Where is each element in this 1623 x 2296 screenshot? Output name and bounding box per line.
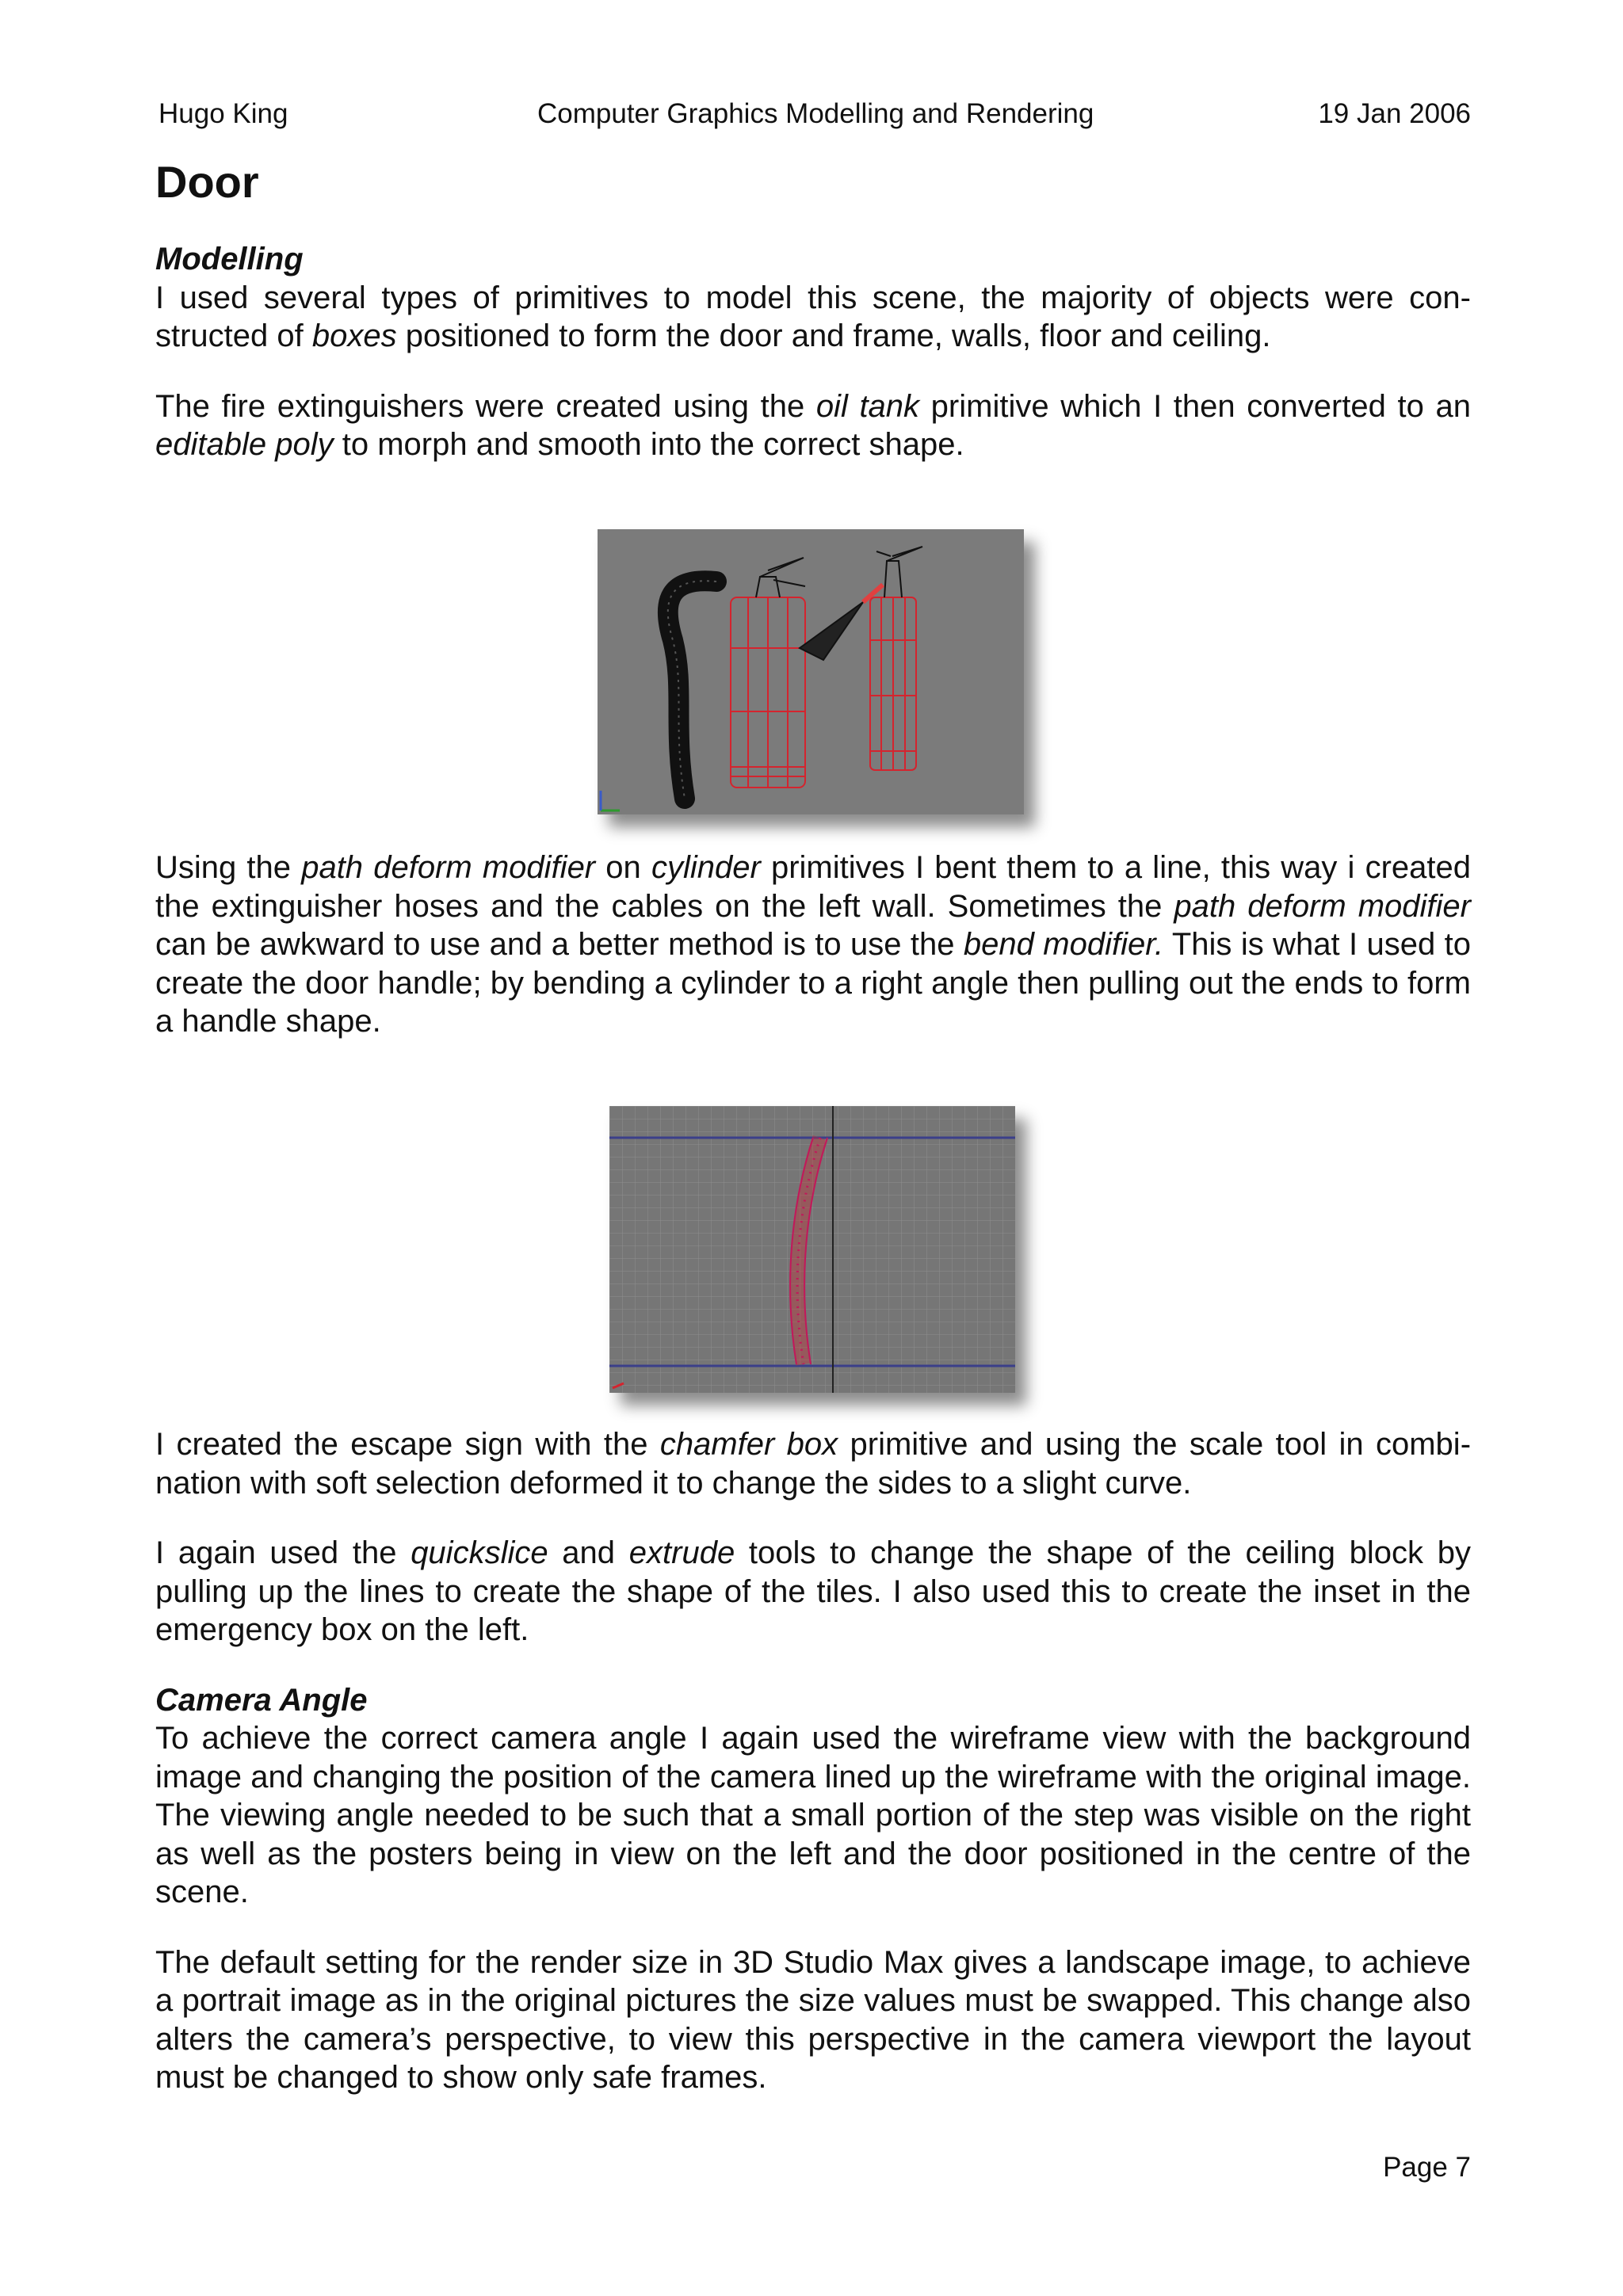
paragraph-4 [155,1425,1471,1502]
italic-term: editable poly [155,427,334,462]
text-run: primitives I bent them to a line, this way i created the extinguisher hoses and the cables on the left wall. Sometimes the [155,850,1472,924]
text-run: can be awkward to use and a better method is to use the [155,927,964,962]
paragraph-3 [155,849,1471,1041]
text-run: Using the [155,850,302,885]
text-run: I again used the [155,1535,411,1570]
header-author: Hugo King [158,98,288,129]
text-run: This is what I used to create the door handle; by bending a cylinder to a right angle then pulling out the ends to form a handle shape. [155,927,1471,1039]
lower-section [155,1425,1471,2097]
paragraph-1 [155,279,1471,356]
path-deform-section [155,849,1471,1041]
bend-modifier-image [609,1106,1015,1393]
header-course: Computer Graphics Modelling and Rendering [537,98,1094,129]
paragraph-5 [155,1534,1471,1650]
text-run: primitive which I then converted to an [919,388,1471,424]
figure-extinguisher-wireframe [598,529,1024,814]
modelling-section [155,240,1471,464]
figure-bend-modifier [609,1106,1015,1393]
text-run: and [548,1535,629,1570]
italic-term: bend modifier. [963,927,1164,962]
italic-term: oil tank [815,388,920,424]
text-run: on [595,850,651,885]
italic-term: boxes [311,318,397,353]
page-number: Page 7 [1383,2152,1471,2183]
text-run: To achieve the correct camera angle I again used the wireframe view with the background image and changing the position of the camera lined up the wireframe with the original image. The viewing angle needed to be such that a small portion of the step was visible on the right as well as the posters being in view on the left and the door positioned in the centre of the scene. [155,1721,1471,1909]
camera-angle-heading: Camera Angle [155,1682,368,1718]
paragraph-6 [155,1719,1471,1912]
italic-term: extrude [628,1535,735,1570]
paragraph-7 [155,1943,1471,2097]
italic-term: path deform modifier [301,850,596,885]
text-run: to morph and smooth into the correct shape. [333,427,964,462]
text-run: The fire extinguishers were created using the [155,388,816,424]
text-run: I used several types of primitives to model this scene, the majority of objects were constructed of [155,280,1471,353]
italic-term: cylinder [651,850,761,885]
italic-term: chamfer box [659,1427,838,1462]
header-date: 19 Jan 2006 [1318,98,1471,129]
text-run: tools to change the shape of the ceiling block by pulling up the lines to create the shape of the tiles. I also used this to create the inset in the emergency box on the left. [155,1535,1471,1647]
extinguisher-wireframe-image [598,529,1024,814]
paragraph-2 [155,387,1471,464]
modelling-heading: Modelling [155,242,304,277]
text-run: positioned to form the door and frame, walls, floor and ceiling. [396,318,1271,353]
text-run: I created the escape sign with the [155,1427,660,1462]
text-run: primitive and using the scale tool in combination with soft selection deformed it to change the sides to a slight curve. [155,1427,1472,1501]
italic-term: quickslice [411,1535,548,1570]
page-title: Door [155,157,259,207]
text-run: The default setting for the render size in 3D Studio Max gives a landscape image, to achieve a portrait image as in the original pictures the size values must be swapped. This change also alters the camera’s perspective, to view this perspective in the camera viewport the layout must be changed to show only safe frames. [155,1944,1471,2095]
italic-term: path deform modifier [1174,888,1472,924]
